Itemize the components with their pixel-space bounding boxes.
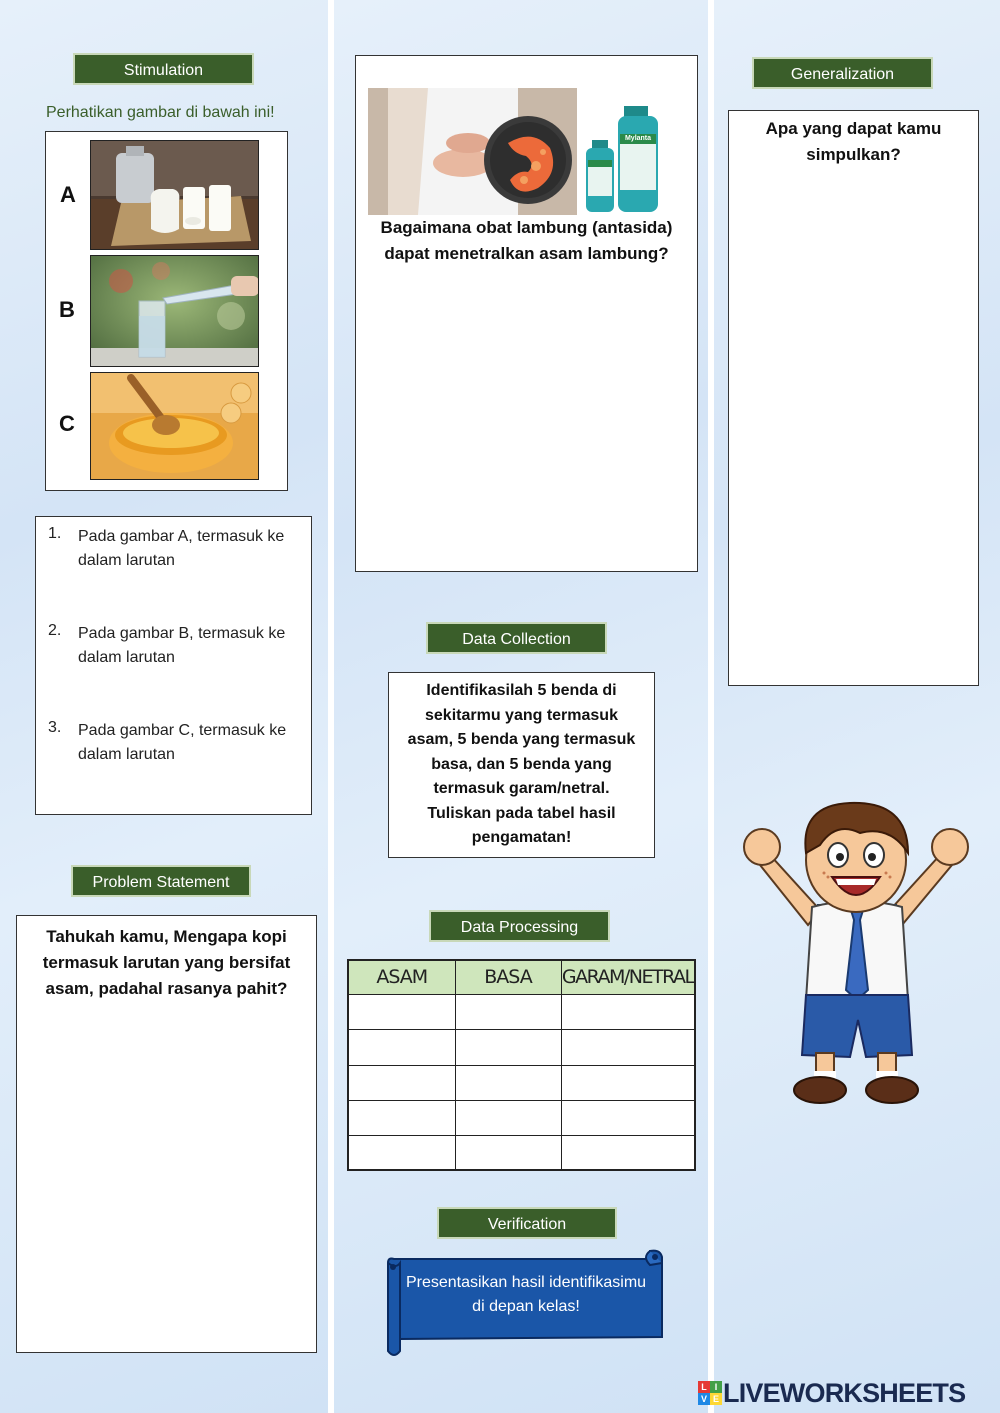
cell-asam[interactable] <box>348 1135 455 1170</box>
logo-text: LIVEWORKSHEETS <box>723 1378 966 1408</box>
generalization-text: Apa yang dapat kamu simpulkan? <box>765 119 942 164</box>
verification-scroll <box>380 1247 666 1359</box>
data-collection-box <box>388 672 655 858</box>
cell-garam[interactable] <box>561 994 695 1029</box>
stimulation-instruction: Perhatikan gambar di bawah ini! <box>46 104 275 121</box>
hypothesis-box[interactable] <box>355 55 698 572</box>
cartoon-boy-image <box>740 795 972 1110</box>
cell-basa[interactable] <box>455 1100 561 1135</box>
cell-asam[interactable] <box>348 1065 455 1100</box>
liveworksheets-logo <box>698 1379 994 1409</box>
logo-icon <box>698 1381 722 1405</box>
observation-table <box>347 959 696 1171</box>
cell-basa[interactable] <box>455 994 561 1029</box>
generalization-label: Generalization <box>752 57 933 89</box>
data-collection-label: Data Collection <box>426 622 607 654</box>
question-2: Pada gambar B, termasuk ke dalam larutan <box>78 625 286 666</box>
antacid-brand: Mylanta <box>624 135 652 142</box>
logo-tile: E <box>710 1393 722 1405</box>
generalization-box[interactable] <box>728 110 979 686</box>
cell-basa[interactable] <box>455 1065 561 1100</box>
table-row <box>348 1135 695 1170</box>
logo-tile: L <box>698 1381 710 1393</box>
problem-statement-text: Tahukah kamu, Mengapa kopi termasuk larutan yang bersifat asam, padahal rasanya pahit? <box>42 927 291 998</box>
cell-basa[interactable] <box>455 1135 561 1170</box>
verification-text: Presentasikan hasil identifikasimu di depan kelas! <box>405 1274 647 1315</box>
question-1: Pada gambar A, termasuk ke dalam larutan <box>78 528 285 569</box>
stimulation-label: Stimulation <box>73 53 254 85</box>
logo-tile: I <box>710 1381 722 1393</box>
antacid-image <box>582 100 676 216</box>
question-3: Pada gambar C, termasuk ke dalam larutan <box>78 722 287 763</box>
table-row <box>348 1029 695 1065</box>
letter-a: A <box>60 182 76 207</box>
problem-statement-box[interactable] <box>16 915 317 1353</box>
cell-garam[interactable] <box>561 1029 695 1065</box>
hypothesis-question: Bagaimana obat lambung (antasida) dapat menetralkan asam lambung? <box>380 218 673 263</box>
table-row <box>348 1100 695 1135</box>
cell-garam[interactable] <box>561 1135 695 1170</box>
stomach-image <box>368 88 577 215</box>
column-asam: ASAM <box>348 960 455 994</box>
letter-b: B <box>59 297 75 322</box>
milk-image <box>90 140 259 250</box>
verification-label: Verification <box>437 1207 617 1239</box>
water-image <box>90 255 259 367</box>
honey-image <box>90 372 259 480</box>
logo-tile: V <box>698 1393 710 1405</box>
data-processing-label: Data Processing <box>429 910 610 942</box>
cell-asam[interactable] <box>348 1029 455 1065</box>
table-row <box>348 994 695 1029</box>
cell-garam[interactable] <box>561 1100 695 1135</box>
stimulation-image-box <box>45 131 288 491</box>
question-2-number: 2. <box>48 622 62 639</box>
cell-asam[interactable] <box>348 1100 455 1135</box>
table-row <box>348 1065 695 1100</box>
cell-basa[interactable] <box>455 1029 561 1065</box>
problem-statement-label: Problem Statement <box>71 865 251 897</box>
column-garam-netral: GARAM/NETRAL <box>561 960 695 994</box>
questions-box <box>35 516 312 815</box>
letter-c: C <box>59 411 75 436</box>
data-collection-text: Identifikasilah 5 benda di sekitarmu yang termasuk asam, 5 benda yang termasuk basa, dan 5 benda yang termasuk garam/netral. Tuliskan pada tabel hasil pengamatan! <box>407 682 636 846</box>
question-1-number: 1. <box>48 525 62 542</box>
question-3-number: 3. <box>48 719 62 736</box>
cell-garam[interactable] <box>561 1065 695 1100</box>
column-basa: BASA <box>455 960 561 994</box>
cell-asam[interactable] <box>348 994 455 1029</box>
